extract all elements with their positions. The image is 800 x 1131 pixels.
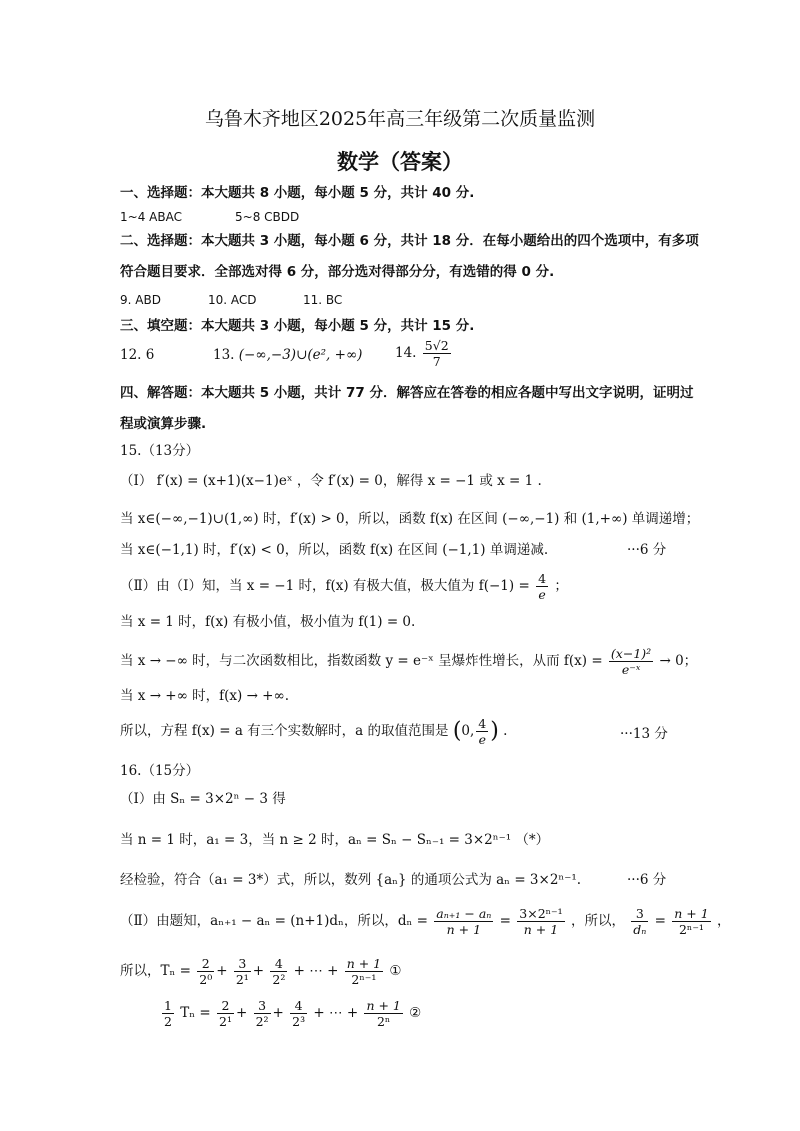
q15-interval-denominator: e <box>478 732 486 747</box>
q16-half-Tn-term-1-denominator: 2¹ <box>219 1014 232 1029</box>
answer-13-value: (−∞,−3)∪(e², +∞) <box>238 347 363 363</box>
q16-dn-fraction-1-numerator: aₙ₊₁ − aₙ <box>436 906 492 921</box>
q16-line4-end: ， <box>716 913 731 929</box>
q15-line4-end: ； <box>554 578 568 594</box>
q16-line6-text: Tₙ = <box>180 1005 211 1021</box>
q15-line3: 当 x∈(−1,1) 时，f′(x) < 0，所以，函数 f(x) 在区间 (−1,1) 单调递减. <box>120 542 549 558</box>
section4-heading-line1: 四、解答题：本大题共 5 小题，共计 77 分．解答应在答卷的相应各题中写出文字说明，证明过 <box>120 385 694 401</box>
q15-line6-text: 当 x → −∞ 时，与二次函数相比，指数函数 y = e⁻ˣ 呈爆炸性增长，从而 f(x) = <box>120 653 603 669</box>
page-title: 乌鲁木齐地区2025年高三年级第二次质量监测 <box>204 108 596 130</box>
q15-line7: 当 x → +∞ 时，f(x) → +∞. <box>120 688 290 704</box>
q15-line5: 当 x = 1 时，f(x) 有极小值，极小值为 f(1) = 0. <box>120 614 416 630</box>
q15-interval-open: ( <box>452 718 462 744</box>
q15-label: 15.（13分） <box>120 443 200 459</box>
q16-equation-mark-1: ① <box>389 963 402 979</box>
q16-half-fraction <box>162 998 174 1029</box>
answer-11: 11. BC <box>303 293 343 307</box>
q15-interval-fraction <box>476 716 488 747</box>
q16-reciprocal-fraction <box>631 906 648 937</box>
answer-13 <box>213 345 362 365</box>
answers-5-8: 5~8 CBDD <box>235 210 300 224</box>
q16-line5-text: 所以，Tₙ = <box>120 963 191 979</box>
q15-limit-numerator: (x−1)² <box>610 646 652 661</box>
q15-line8 <box>120 716 507 747</box>
q16-half-Tn-term-n <box>364 998 402 1029</box>
page-subtitle: 数学（答案） <box>337 150 463 174</box>
answer-13-label: 13. <box>213 347 235 363</box>
q16-Tn-term-1-numerator: 2 <box>197 956 214 972</box>
q16-line1: （Ⅰ）由 Sₙ = 3×2ⁿ − 3 得 <box>120 791 286 807</box>
q16-Tn-term-n-denominator: 2ⁿ⁻¹ <box>351 972 377 987</box>
q15-line4-text: （Ⅱ）由（Ⅰ）知，当 x = −1 时，f(x) 有极大值，极大值为 f(−1) = <box>120 578 530 594</box>
q16-line6: $\frac{1}{2}$ Tₙ = $\frac{2}{\text{2¹}}$ + $\frac{3}{\text{2²}}$ + $\frac{4}{\text{2³}}$ + ⋯ + $\frac{n + 1}{\text{2ⁿ}}$ ② <box>164 998 422 1029</box>
q16-line4-mid: ，所以， <box>570 913 625 929</box>
q16-label: 16.（15分） <box>120 763 200 779</box>
q16-half-Tn-term-3-numerator: 4 <box>290 998 307 1014</box>
q16-reciprocal-value-fraction <box>672 906 710 937</box>
q16-dn-fraction-1 <box>434 906 493 937</box>
q15-score-13: ···13 分 <box>620 726 668 742</box>
q16-reciprocal-value-denominator: 2ⁿ⁻¹ <box>678 922 704 937</box>
answer-14 <box>395 338 453 369</box>
answer-12: 12. 6 <box>120 347 155 363</box>
q16-half-Tn-term-1 <box>217 998 234 1029</box>
q16-Tn-term-3 <box>270 956 287 987</box>
answers-1-4: 1~4 ABAC <box>120 210 182 224</box>
q15-score-6: ···6 分 <box>627 542 667 558</box>
answer-9: 9. ABD <box>120 293 161 307</box>
q16-half-Tn-term-1-numerator: 2 <box>217 998 234 1014</box>
q16-reciprocal-value-numerator: n + 1 <box>674 906 709 921</box>
q16-Tn-term-3-numerator: 4 <box>270 956 287 972</box>
q16-reciprocal-numerator: 3 <box>631 906 648 922</box>
answer-14-denominator: 7 <box>432 354 441 369</box>
answer-14-numerator: 5√2 <box>424 338 449 353</box>
q16-equation-mark-2: ② <box>409 1005 422 1021</box>
q16-dn-fraction-1-denominator: n + 1 <box>446 922 482 937</box>
q15-line1-text: f′(x) = (x+1)(x−1)eˣ ，令 f′(x) = 0，解得 x = −1 或 x = 1 . <box>156 473 542 489</box>
q16-Tn-term-2-numerator: 3 <box>234 956 251 972</box>
q15-part1-marker: （Ⅰ） <box>120 473 153 489</box>
q16-half-numerator: 1 <box>164 998 172 1013</box>
answer-14-label: 14. <box>395 345 417 361</box>
q16-half-denominator: 2 <box>164 1014 172 1029</box>
q15-max-value-fraction <box>536 571 548 602</box>
q16-reciprocal-denominator: dₙ <box>633 922 647 937</box>
q16-Tn-term-n-numerator: n + 1 <box>346 956 382 971</box>
q15-limit-denominator: e⁻ˣ <box>621 662 641 677</box>
q16-line4 <box>120 906 730 937</box>
q16-line3: 经检验，符合（a₁ = 3*）式，所以，数列 {aₙ} 的通项公式为 aₙ = 3×2ⁿ⁻¹. <box>120 872 582 888</box>
q16-line4-text: （Ⅱ）由题知，aₙ₊₁ − aₙ = (n+1)dₙ，所以，dₙ = <box>120 913 428 929</box>
q15-interval-close: ) <box>490 718 499 744</box>
q15-line6 <box>120 646 697 677</box>
q15-line8-end: . <box>503 723 508 739</box>
q16-line5: 所以，Tₙ = $\frac{2}{\text{2⁰}}$ + $\frac{3}{\text{2¹}}$ + $\frac{4}{\text{2²}}$ + ⋯ + $\frac{n + 1}{\text{2ⁿ⁻¹}}$ ① <box>120 956 402 987</box>
q16-equals-1: = <box>499 913 511 929</box>
q16-Tn-term-2 <box>234 956 251 987</box>
q16-score-6: ···6 分 <box>627 872 667 888</box>
q16-half-Tn-term-2-numerator: 3 <box>254 998 271 1014</box>
q16-half-Tn-term-2 <box>254 998 271 1029</box>
q16-half-Tn-dots: + ⋯ + <box>313 1005 359 1021</box>
q16-half-Tn-term-n-numerator: n + 1 <box>366 998 401 1013</box>
q15-limit-fraction <box>609 646 653 677</box>
q16-dn-fraction-2 <box>517 906 564 937</box>
q16-dn-fraction-2-numerator: 3×2ⁿ⁻¹ <box>519 906 563 921</box>
q16-half-Tn-term-n-denominator: 2ⁿ <box>376 1014 391 1029</box>
q15-line8-text: 所以，方程 f(x) = a 有三个实数解时，a 的取值范围是 <box>120 723 449 739</box>
q15-line1 <box>120 471 542 491</box>
answer-10: 10. ACD <box>208 293 257 307</box>
q15-line4 <box>120 571 568 602</box>
q16-Tn-term-1-denominator: 2⁰ <box>199 972 213 987</box>
answer-14-fraction <box>423 338 451 369</box>
q16-equals-2: = <box>654 913 666 929</box>
q16-half-Tn-term-3 <box>290 998 307 1029</box>
q15-interval-numerator: 4 <box>478 716 487 731</box>
q15-line2: 当 x∈(−∞,−1)∪(1,∞) 时，f′(x) > 0，所以，函数 f(x) 在区间 (−∞,−1) 和 (1,+∞) 单调递增； <box>120 511 700 527</box>
q15-interval-zero: 0, <box>461 723 475 739</box>
q16-Tn-term-n <box>345 956 383 987</box>
section4-heading-line2: 程或演算步骤. <box>120 416 207 432</box>
q15-max-value-denominator: e <box>538 587 546 602</box>
q16-dn-fraction-2-denominator: n + 1 <box>523 922 559 937</box>
q16-half-Tn-term-3-denominator: 2³ <box>292 1014 306 1029</box>
q16-line2: 当 n = 1 时，a₁ = 3，当 n ≥ 2 时，aₙ = Sₙ − Sₙ₋₁ = 3×2ⁿ⁻¹ （*） <box>120 832 550 848</box>
q16-Tn-term-3-denominator: 2² <box>272 972 286 987</box>
q15-max-value-numerator: 4 <box>538 571 547 586</box>
section1-heading: 一、选择题：本大题共 8 小题，每小题 5 分，共计 40 分. <box>120 185 475 201</box>
q15-line6-end: → 0； <box>659 653 698 669</box>
section2-heading-line2: 符合题目要求．全部选对得 6 分，部分选对得部分分，有选错的得 0 分. <box>120 264 555 280</box>
q16-Tn-term-2-denominator: 2¹ <box>235 972 249 987</box>
section3-heading: 三、填空题：本大题共 3 小题，每小题 5 分，共计 15 分. <box>120 318 475 334</box>
section2-heading-line1: 二、选择题：本大题共 3 小题，每小题 6 分，共计 18 分．在每小题给出的四个选项中，有多项 <box>120 233 699 249</box>
q16-Tn-term-1 <box>197 956 214 987</box>
q16-Tn-dots: + ⋯ + <box>293 963 339 979</box>
q16-half-Tn-term-2-denominator: 2² <box>255 1014 269 1029</box>
